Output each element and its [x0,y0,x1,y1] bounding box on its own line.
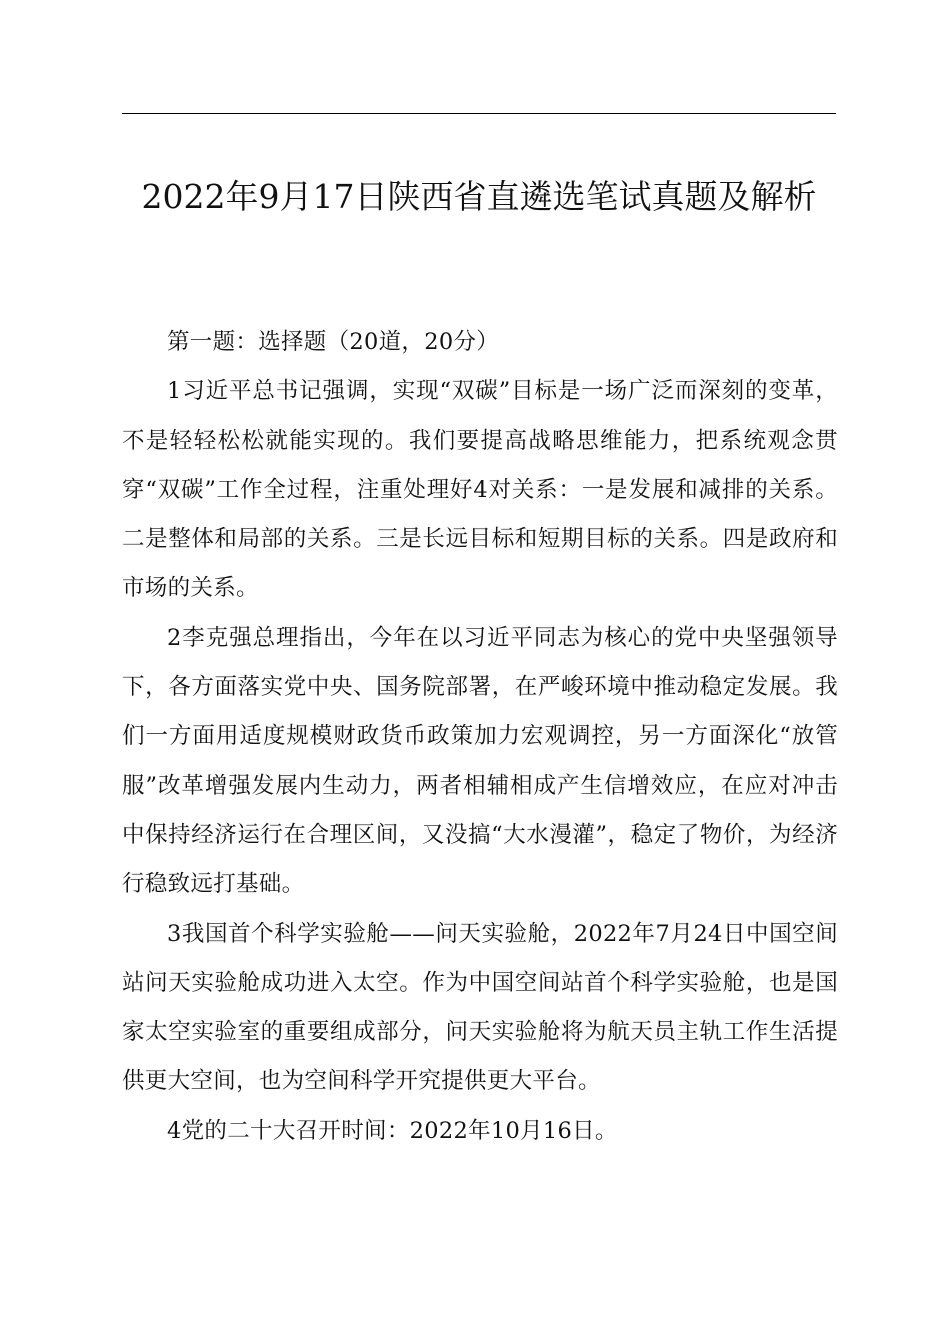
question-paragraph-1: 1习近平总书记强调，实现“双碳”目标是一场广泛而深刻的变革，不是轻轻松松就能实现的。我们要提高战略思维能力，把系统观念贯穿“双碳”工作全过程，注重处理好4对关系：一是发展和减排的关系。二是整体和局部的关系。三是长远目标和短期目标的关系。四是政府和市场的关系。 [122,378,838,602]
question-paragraph-4: 4党的二十大召开时间：2022年10月16日。 [167,1117,618,1144]
document-body [122,318,838,1156]
section-heading: 第一题：选择题（20道，20分） [167,329,500,355]
question-paragraph-2: 2李克强总理指出，今年在以习近平同志为核心的党中央坚强领导下，各方面落实党中央、国务院部署，在严峻环境中推动稳定发展。我们一方面用适度规模财政货币政策加力宏观调控，另一方面深化“放管服”改革增强发展内生动力，两者相辅相成产生信增效应，在应对冲击中保持经济运行在合理区间，又没搞“大水漫灌”，稳定了物价，为经济行稳致远打基础。 [122,624,838,898]
document-title: 2022年9月17日陕西省直遴选笔试真题及解析 [141,177,817,216]
question-paragraph-3: 3我国首个科学实验舱——问天实验舱，2022年7月24日中国空间站问天实验舱成功进入太空。作为中国空间站首个科学实验舱，也是国家太空实验室的重要组成部分，问天实验舱将为航天员主轨工作生活提供更大空间，也为空间科学开究提供更大平台。 [122,920,838,1095]
header-rule [122,113,836,114]
